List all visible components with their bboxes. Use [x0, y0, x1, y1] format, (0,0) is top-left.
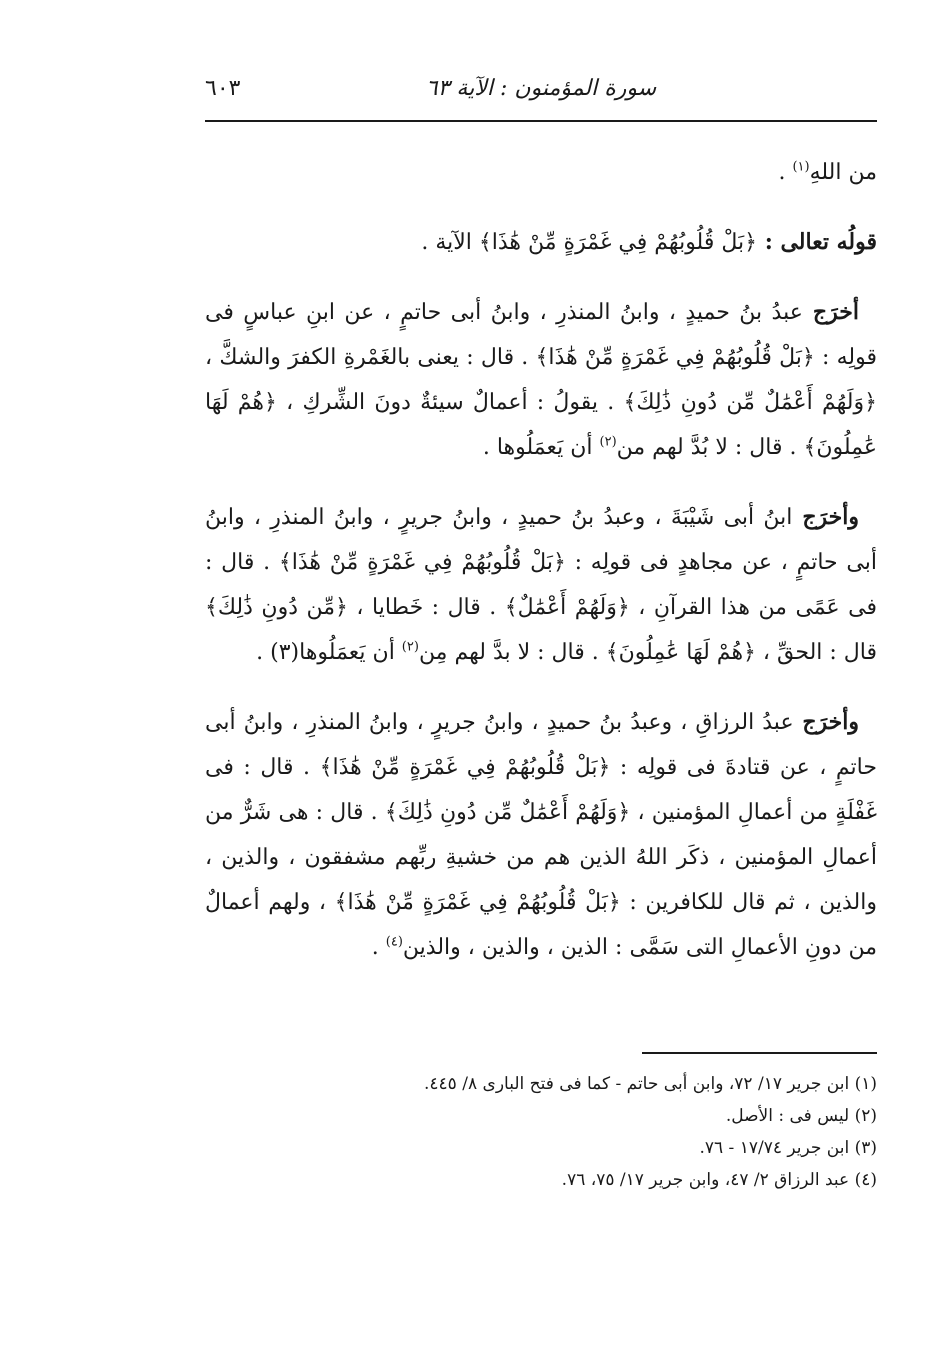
- paragraph-lead: قولُه تعالى :: [757, 229, 877, 255]
- paragraph-1: من اللهِ$^{(١)}$ .: [778, 159, 877, 185]
- running-title: سورة المؤمنون : الآية ٦٣: [425, 76, 657, 101]
- footnote-1: (١) ابن جرير ١٧/ ٧٢، وابن أبى حاتم - كما فى فتح البارى ٨/ ٤٤٥.: [424, 1074, 877, 1094]
- footnote-ref: (٤): [385, 934, 403, 950]
- page-number: ٦٠٣: [205, 76, 241, 101]
- footnote-4: (٤) عبد الرزاق ٢/ ٤٧، وابن جرير ١٧/ ٧٥، ٧٦.: [561, 1170, 877, 1190]
- main-text: [205, 150, 877, 970]
- running-header: [205, 68, 877, 122]
- paragraph-4: وأخرَج ابنُ أبى شَيْبَةَ ، وعبدُ بنُ حميدٍ ، وابنُ جريرٍ ، وابنُ المنذرِ ، وابنُ أبى حاتمٍ ، عن مجاهدٍ فى قولِه : ﴿بَلْ قُلُوبُهُمْ فِي غَمْرَةٍ مِّنْ هَٰذَا﴾ . قال : فى عَمًى من هذا القرآنِ ، ﴿وَلَهُمْ أَعْمَٰلٌ﴾ . قال : خَطايا ، ﴿مِّن دُونِ ذَٰلِكَ﴾ قال : الحقِّ ، ﴿هُمْ لَهَا عَٰمِلُونَ﴾ . قال : لا بدَّ لهم مِن$^{(٢)}$ أن يَعمَلُوها(٣) .: [205, 504, 877, 665]
- footnote-2: (٢) ليس فى : الأصل.: [725, 1106, 877, 1126]
- paragraph-3: أخرَج عبدُ بنُ حميدٍ ، وابنُ المنذرِ ، وابنُ أبى حاتمٍ ، عن ابنِ عباسٍ فى قولِه : ﴿بَلْ قُلُوبُهُمْ فِي غَمْرَةٍ مِّنْ هَٰذَا﴾ . قال : يعنى بالغَمْرةِ الكفرَ والشكَّ ، ﴿وَلَهُمْ أَعْمَٰلٌ مِّن دُونِ ذَٰلِكَ﴾ . يقولُ : أعمالٌ سيئةٌ دونَ الشِّركِ ، ﴿هُمْ لَهَا عَٰمِلُونَ﴾ . قال : لا بُدَّ لهم من$^{(٢)}$ أن يَعمَلُوها .: [205, 299, 877, 460]
- footnote-3: (٣) ابن جرير ١٧/٧٤ - ٧٦.: [699, 1138, 877, 1158]
- paragraph-lead: أخرَج: [802, 299, 859, 325]
- paragraph-lead: وأخرَج: [793, 709, 859, 735]
- footnote-ref: (٢): [401, 639, 419, 655]
- footnote-ref: (٢): [599, 434, 617, 450]
- footnotes: [205, 1068, 877, 1196]
- footnote-ref: (١): [792, 159, 810, 175]
- paragraph-2: قولُه تعالى : ﴿بَلْ قُلُوبُهُمْ فِي غَمْرَةٍ مِّنْ هَٰذَا﴾ الآية .: [421, 229, 877, 255]
- paragraph-lead: وأخرَج: [792, 504, 859, 530]
- footnote-separator: [642, 1052, 877, 1054]
- paragraph-5: وأخرَج عبدُ الرزاقِ ، وعبدُ بنُ حميدٍ ، وابنُ جريرٍ ، وابنُ المنذرِ ، وابنُ أبى حاتمٍ ، عن قتادةَ فى قولِه : ﴿بَلْ قُلُوبُهُمْ فِي غَمْرَةٍ مِّنْ هَٰذَا﴾ . قال : فى غَفْلَةٍ من أعمالِ المؤمنين ، ﴿وَلَهُمْ أَعْمَٰلٌ مِّن دُونِ ذَٰلِكَ﴾ . قال : هى شَرٌّ من أعمالِ المؤمنين ، ذكَر اللهُ الذين هم من خشيةِ ربِّهم مشفقون ، والذين ، والذين ، ثم قال للكافرين : ﴿بَلْ قُلُوبُهُمْ فِي غَمْرَةٍ مِّنْ هَٰذَا﴾ ، ولهم أعمالٌ من دونِ الأعمالِ التى سَمَّى : الذين ، والذين ، والذين$^{(٤)}$ .: [205, 709, 877, 960]
